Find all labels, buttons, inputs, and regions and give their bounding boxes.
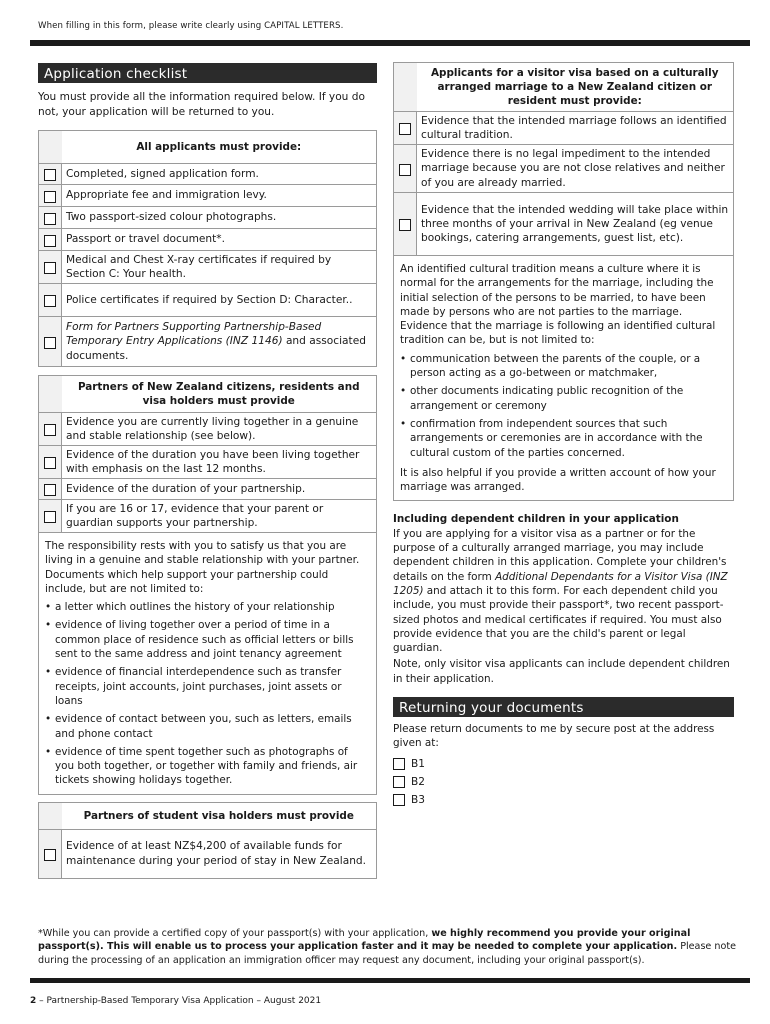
all-applicants-table bbox=[38, 130, 377, 367]
dependent-children-body: If you are applying for a visitor visa as a partner or for the purpose of a culturally arranged marriage, you may include dependent children in this application. Complete your children's details on the form Additional Dependants for a Visitor Visa (INZ 1205) and attach it to this form. For each dependent child you include, you must provide their passport*, two recent passport-sized photos and medical certificates if required. You must also provide evidence that you are the child's parent or legal guardian. bbox=[393, 527, 728, 655]
return-option-b3[interactable]: B3 bbox=[393, 791, 734, 809]
list-item: • evidence of living together over a period of time in a common place of residence such as official letters or bills sent to the same address and joint tenancy agreement bbox=[45, 618, 370, 661]
student-partners-table bbox=[38, 802, 377, 879]
list-item: • confirmation from independent sources that such arrangements or ceremonies are in accordance with the cultural custom of the parties concerned. bbox=[400, 417, 727, 460]
left-column bbox=[38, 63, 377, 879]
page-number: 2 bbox=[30, 996, 37, 1006]
all-applicants-header: All applicants must provide: bbox=[62, 131, 377, 164]
list-item: • communication between the parents of the couple, or a person acting as a go-between or matchmaker, bbox=[400, 352, 727, 381]
cultural-marriage-header: Applicants for a visitor visa based on a culturally arranged marriage to a New Zealand citizen or resident must provide: bbox=[417, 63, 734, 112]
passport-footnote: *While you can provide a certified copy of your passport(s) with your application, we highly recommend you provide your original passport(s). This will enable us to process your application faster and it may be needed to complete your application. Please note during the processing of an application an immigration officer may request any document, including your original passport(s). bbox=[38, 928, 737, 966]
dependent-children-heading: Including dependent children in your application bbox=[393, 513, 679, 526]
item-available-funds: Evidence of at least NZ$4,200 of available funds for maintenance during your period of stay in New Zealand. bbox=[62, 829, 377, 878]
checkbox-guardian-support[interactable] bbox=[44, 511, 56, 523]
item-duration-partnership: Evidence of the duration of your partnership. bbox=[62, 479, 377, 500]
checkbox-medical-certificates[interactable] bbox=[44, 262, 56, 274]
list-item: • evidence of time spent together such as photographs of you both together, or together with family and friends, air tickets showing holidays together. bbox=[45, 745, 370, 788]
page-footer bbox=[30, 996, 321, 1006]
checkbox-available-funds[interactable] bbox=[44, 849, 56, 861]
additional-dependants-form-name: Additional Dependants for a Visitor Visa (INZ 1205) bbox=[393, 570, 728, 597]
application-checklist-heading: Application checklist bbox=[38, 63, 377, 83]
document-title: – Partnership-Based Temporary Visa Application – August 2021 bbox=[36, 996, 322, 1006]
checkbox-living-together[interactable] bbox=[44, 424, 56, 436]
partner-support-form-title: Form for Partners Supporting Partnership-Based Temporary Entry Applications (INZ 1146) bbox=[66, 321, 322, 348]
return-option-b1[interactable]: B1 bbox=[393, 755, 734, 773]
checkbox-b1[interactable] bbox=[393, 758, 405, 770]
checkbox-fee-levy[interactable] bbox=[44, 191, 56, 203]
return-option-b2[interactable]: B2 bbox=[393, 773, 734, 791]
dependent-children-note: Note, only visitor visa applicants can include dependent children in their application. bbox=[393, 658, 730, 685]
checkbox-application-form[interactable] bbox=[44, 169, 56, 181]
returning-documents-heading: Returning your documents bbox=[393, 697, 734, 717]
checkbox-duration-living[interactable] bbox=[44, 457, 56, 469]
item-fee-levy: Appropriate fee and immigration levy. bbox=[62, 185, 377, 207]
right-column bbox=[393, 62, 734, 809]
item-wedding-evidence: Evidence that the intended wedding will take place within three months of your arrival in New Zealand (eg venue bookings, catering arrangements, guest list, etc). bbox=[417, 193, 734, 256]
student-partners-header: Partners of student visa holders must provide bbox=[62, 802, 377, 829]
checkbox-duration-partnership[interactable] bbox=[44, 484, 56, 496]
item-cultural-tradition: Evidence that the intended marriage follows an identified cultural tradition. bbox=[417, 112, 734, 145]
list-item: • evidence of financial interdependence such as transfer receipts, joint accounts, joint purchases, joint assets or loans bbox=[45, 665, 370, 708]
checkbox-police-certificates[interactable] bbox=[44, 295, 56, 307]
bottom-divider bbox=[30, 978, 750, 983]
checklist-intro: You must provide all the information required below. If you do not, your application will be returned to you. bbox=[38, 91, 365, 118]
list-item: • a letter which outlines the history of your relationship bbox=[45, 600, 370, 614]
written-account-note: It is also helpful if you provide a written account of how your marriage was arranged. bbox=[400, 466, 716, 494]
top-divider bbox=[30, 40, 750, 46]
return-address-options bbox=[393, 755, 734, 809]
item-passport: Passport or travel document*. bbox=[62, 229, 377, 251]
returning-intro: Please return documents to me by secure post at the address given at: bbox=[393, 723, 715, 750]
cultural-explanation: An identified cultural tradition means a culture where it is normal for the arrangements for the marriage, including the initial selection of the persons to be married, to have been made by persons who are not parties to the marriage. Evidence that the marriage is following an identified cultural tradition can be, but is not limited to: bbox=[400, 263, 716, 347]
item-duration-living: Evidence of the duration you have been living together with emphasis on the last 12 months. bbox=[62, 446, 377, 479]
checkbox-cultural-tradition[interactable] bbox=[399, 123, 411, 135]
cultural-evidence-list bbox=[400, 352, 727, 460]
partners-nz-header: Partners of New Zealand citizens, residents and visa holders must provide bbox=[62, 376, 377, 413]
item-living-together: Evidence you are currently living together in a genuine and stable relationship (see below). bbox=[62, 413, 377, 446]
item-partner-support-form: Form for Partners Supporting Partnership-Based Temporary Entry Applications (INZ 1146) and associated documents. bbox=[62, 317, 377, 367]
partners-nz-table bbox=[38, 375, 377, 533]
cultural-explanation-box bbox=[393, 256, 734, 501]
item-guardian-support: If you are 16 or 17, evidence that your parent or guardian supports your partnership. bbox=[62, 500, 377, 533]
item-no-legal-impediment: Evidence there is no legal impediment to the intended marriage because you are not close relatives and neither of you are already married. bbox=[417, 145, 734, 193]
checkbox-b2[interactable] bbox=[393, 776, 405, 788]
checkbox-b3[interactable] bbox=[393, 794, 405, 806]
item-photographs: Two passport-sized colour photographs. bbox=[62, 207, 377, 229]
responsibility-list bbox=[45, 600, 370, 788]
item-application-form: Completed, signed application form. bbox=[62, 164, 377, 185]
list-item: • other documents indicating public recognition of the arrangement or ceremony bbox=[400, 384, 727, 413]
list-item: • evidence of contact between you, such as letters, emails and phone contact bbox=[45, 712, 370, 741]
checkbox-photographs[interactable] bbox=[44, 213, 56, 225]
responsibility-intro: The responsibility rests with you to satisfy us that you are living in a genuine and stable relationship with your partner. Documents which help support your partnership could include, but are not limited to: bbox=[45, 540, 360, 595]
checkbox-wedding-evidence[interactable] bbox=[399, 219, 411, 231]
cultural-marriage-table bbox=[393, 62, 734, 256]
checkbox-partner-support-form[interactable] bbox=[44, 337, 56, 349]
item-medical-certificates: Medical and Chest X-ray certificates if required by Section C: Your health. bbox=[62, 251, 377, 284]
item-police-certificates: Police certificates if required by Section D: Character.. bbox=[62, 284, 377, 317]
responsibility-box bbox=[38, 533, 377, 795]
checkbox-no-legal-impediment[interactable] bbox=[399, 164, 411, 176]
capital-letters-note: When filling in this form, please write clearly using CAPITAL LETTERS. bbox=[38, 21, 344, 31]
checkbox-passport[interactable] bbox=[44, 235, 56, 247]
